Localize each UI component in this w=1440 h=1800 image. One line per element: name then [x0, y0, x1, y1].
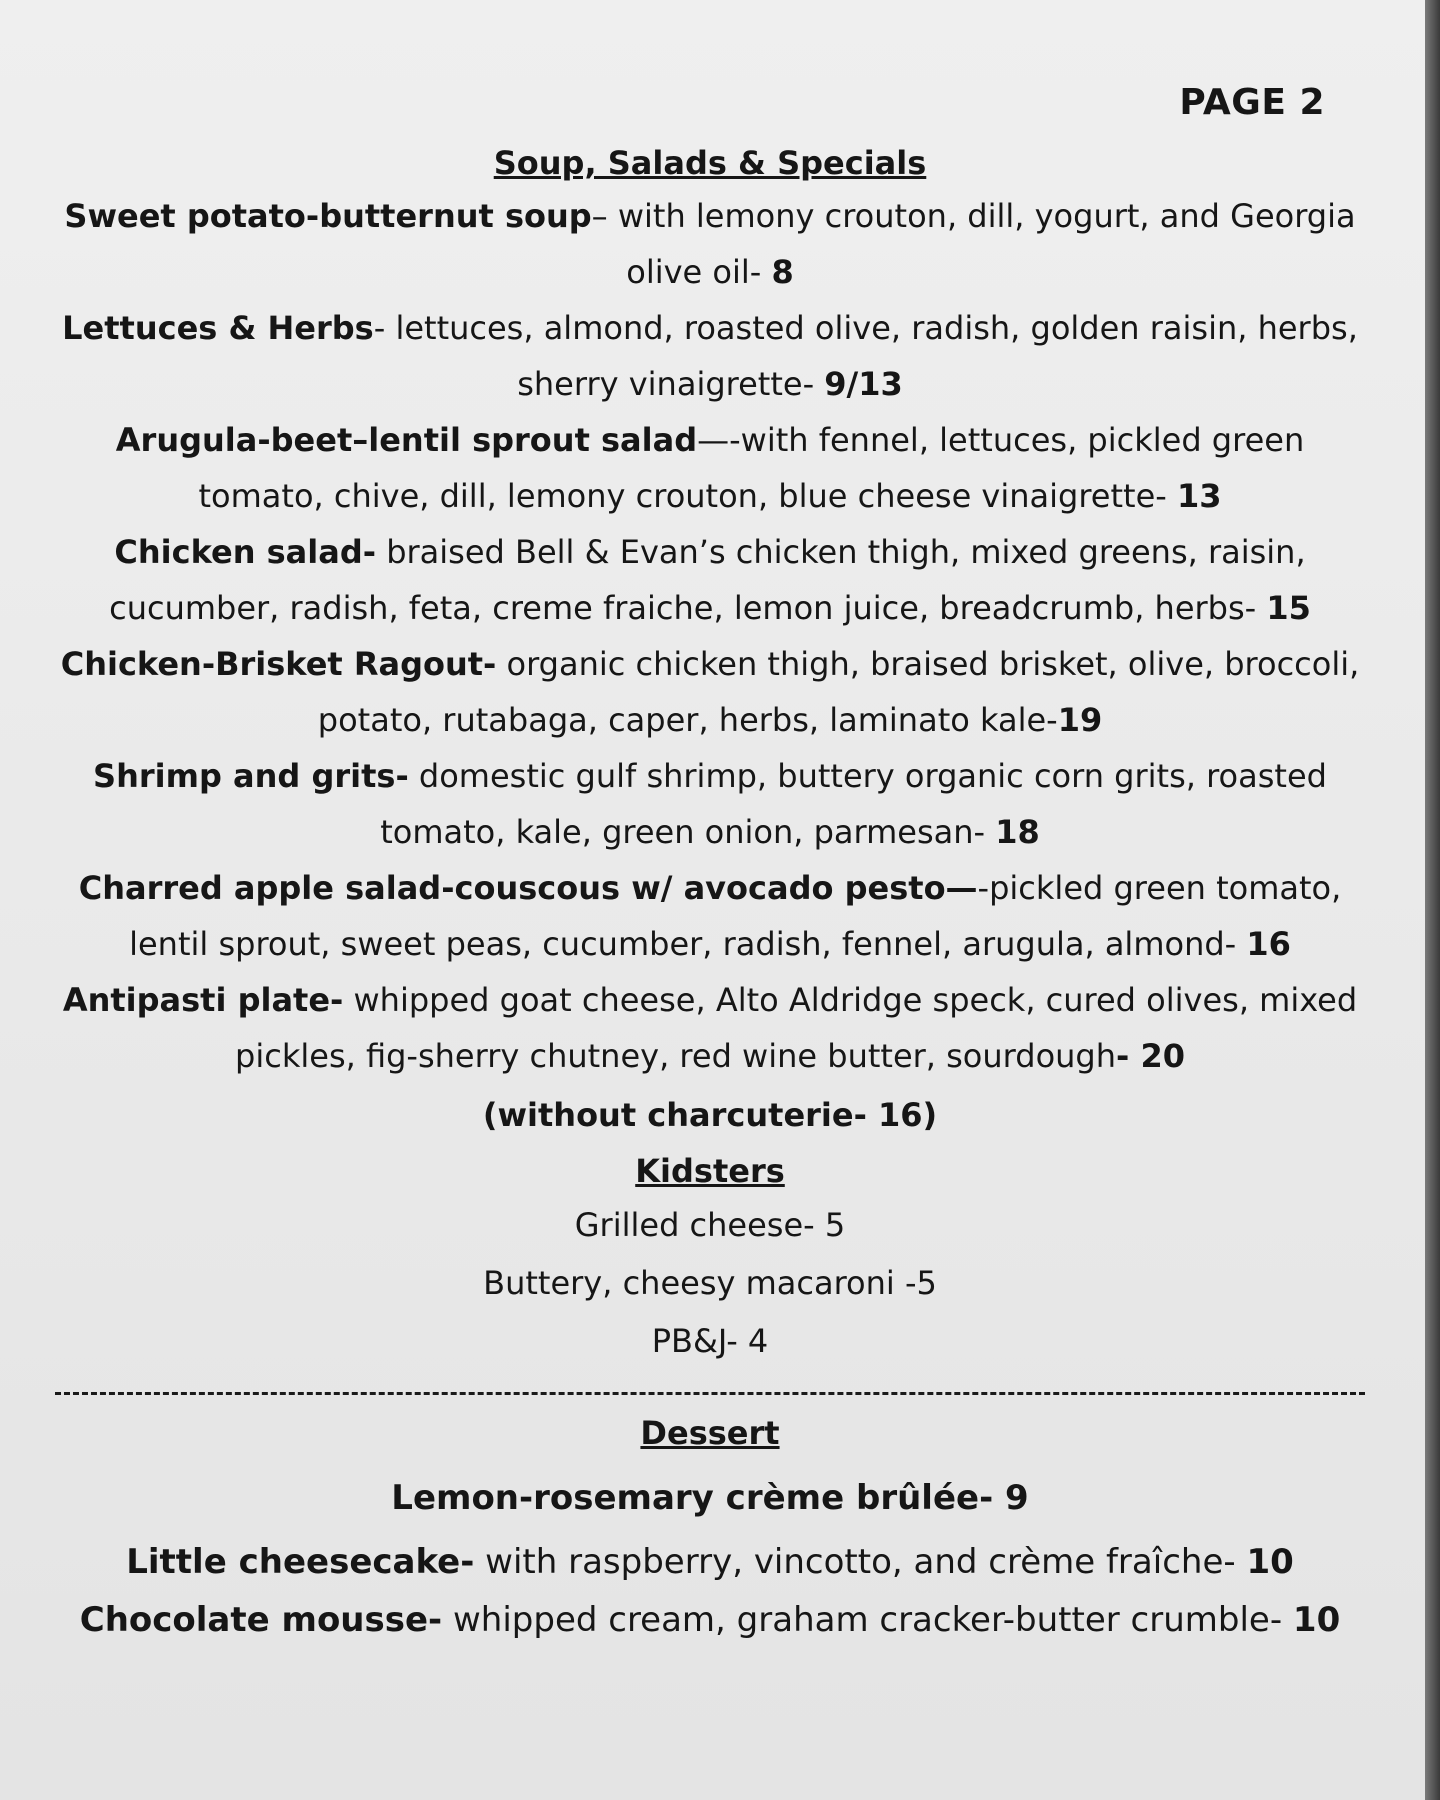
item-description: braised Bell & Evan’s chicken thigh, mixed greens, raisin, cucumber, radish, feta, creme fraiche, lemon juice, breadcrumb, herbs-	[109, 533, 1306, 627]
item-description: - lettuces, almond, roasted olive, radish, golden raisin, herbs, sherry vinaigrette-	[373, 309, 1358, 403]
item-price: 15	[1266, 589, 1311, 627]
item-price: 16	[1246, 925, 1291, 963]
menu-item	[55, 636, 1365, 748]
item-name: Little cheesecake-	[126, 1542, 475, 1582]
item-name: Arugula-beet–lentil sprout salad	[115, 421, 698, 459]
section-heading-specials: Soup, Salads & Specials	[493, 144, 927, 182]
item-description: whipped cream, graham cracker-butter crumble-	[442, 1600, 1293, 1640]
item-name: Antipasti plate-	[62, 981, 344, 1019]
item-name: Chicken-Brisket Ragout-	[60, 645, 497, 683]
dessert-item	[55, 1591, 1365, 1649]
item-price: 10	[1292, 1600, 1341, 1640]
item-price: 9/13	[824, 365, 903, 403]
kids-item: Grilled cheese- 5	[574, 1206, 846, 1244]
item-name: Lettuces & Herbs	[62, 309, 374, 347]
item-description: organic chicken thigh, braised brisket, olive, broccoli, potato, rutabaga, caper, herbs, laminato kale-	[317, 645, 1360, 739]
section-heading-dessert: Dessert	[640, 1414, 780, 1452]
item-description: whipped goat cheese, Alto Aldridge speck, cured olives, mixed pickles, fig-sherry chutney, red wine butter, sourdough	[235, 981, 1358, 1075]
menu-content	[55, 138, 1365, 1649]
dashed-divider	[55, 1392, 1365, 1395]
item-price: 8	[771, 253, 794, 291]
kids-item: PB&J- 4	[651, 1322, 769, 1360]
kids-item: Buttery, cheesy macaroni -5	[483, 1264, 937, 1302]
item-price: 13	[1176, 477, 1222, 515]
item-description: —-with fennel, lettuces, pickled green tomato, chive, dill, lemony crouton, blue cheese vinaigrette-	[198, 421, 1305, 515]
menu-item	[55, 972, 1365, 1084]
item-price: 10	[1246, 1542, 1294, 1582]
menu-item	[55, 860, 1365, 972]
item-price: - 20	[1116, 1037, 1185, 1075]
menu-item	[55, 300, 1365, 412]
page-number: PAGE 2	[1179, 82, 1325, 123]
item-price: 18	[995, 813, 1040, 851]
antipasti-note: (without charcuterie- 16)	[482, 1096, 938, 1134]
item-name: Sweet potato-butternut soup	[64, 197, 592, 235]
section-heading-kidsters: Kidsters	[635, 1152, 785, 1190]
menu-item	[55, 412, 1365, 524]
item-name: Chicken salad-	[114, 533, 377, 571]
item-name: Shrimp and grits-	[93, 757, 409, 795]
menu-item	[55, 188, 1365, 300]
dessert-item	[55, 1533, 1365, 1591]
item-name: Charred apple salad-couscous w/ avocado pesto—	[78, 869, 978, 907]
item-name: Chocolate mousse-	[79, 1600, 443, 1640]
item-description: with raspberry, vincotto, and crème fraîche-	[474, 1542, 1247, 1582]
item-description: domestic gulf shrimp, buttery organic corn grits, roasted tomato, kale, green onion, parmesan-	[380, 757, 1327, 851]
item-name: Lemon-rosemary crème brûlée- 9	[391, 1478, 1029, 1518]
page-edge-shadow	[1425, 0, 1440, 1800]
dessert-item	[55, 1469, 1365, 1527]
menu-item	[55, 748, 1365, 860]
item-price: 19	[1057, 701, 1103, 739]
item-description: – with lemony crouton, dill, yogurt, and Georgia olive oil-	[591, 197, 1356, 291]
item-description: -pickled green tomato, lentil sprout, sweet peas, cucumber, radish, fennel, arugula, almond-	[129, 869, 1342, 963]
menu-item	[55, 524, 1365, 636]
